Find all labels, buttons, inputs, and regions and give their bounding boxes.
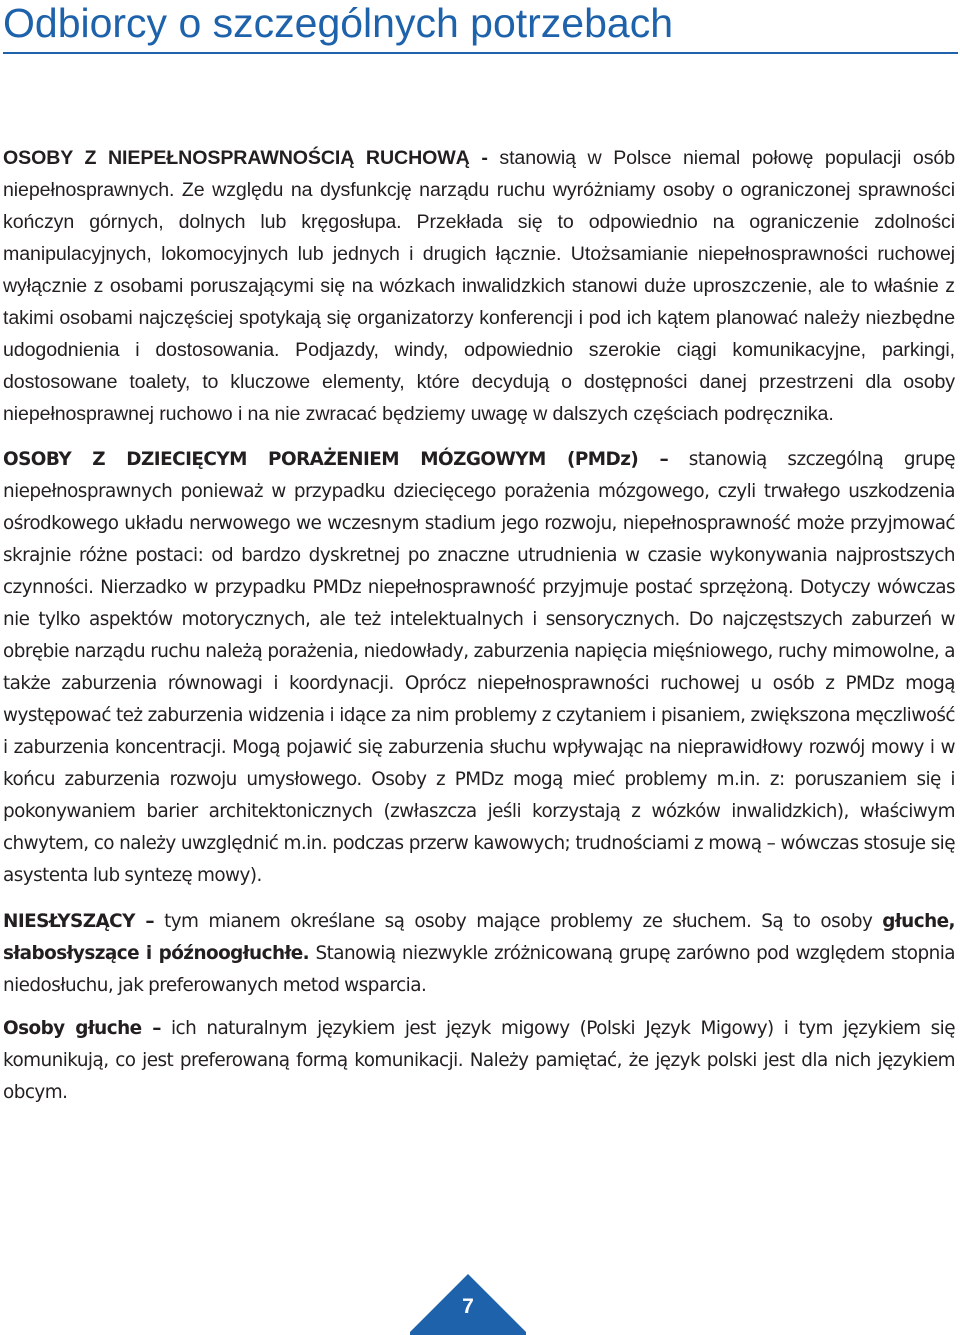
page-number: 7 [462, 1295, 474, 1318]
paragraph-text: tym mianem określane są osoby mające problemy ze słuchem. Są to osoby [154, 911, 883, 932]
paragraph-emphasis: głuche, słabosłyszące i późnoogłuchłe. [3, 911, 955, 964]
title-underline [3, 52, 958, 54]
paragraph-lead: OSOBY Z NIEPEŁNOSPRAWNOŚCIĄ RUCHOWĄ - [3, 147, 488, 169]
paragraph-lead: OSOBY Z DZIECIĘCYM PORAŻENIEM MÓZGOWYM (PMDz) – [3, 449, 669, 470]
paragraph-deaf [3, 1013, 955, 1109]
paragraph-lead: Osoby głuche – [3, 1018, 161, 1039]
paragraph-hearing-impaired [3, 906, 955, 1002]
paragraph-text: Stanowią niezwykle zróżnicowaną grupę zarówno pod względem stopnia niedosłuchu, jak preferowanych metod wsparcia. [3, 943, 955, 996]
paragraph-lead: NIESŁYSZĄCY – [3, 911, 155, 932]
paragraph-text: stanowią szczególną grupę niepełnosprawnych ponieważ w przypadku dziecięcego porażenia mózgowego, czyli trwałego uszkodzenia ośrodkowego układu nerwowego we wczesnym stadium jego rozwoju, niepełnosprawność może przyjmować skrajnie różne postaci: od bardzo dyskretnej po znaczne utrudnienia w czasie wykonywania najprostszych czynności. Nierzadko w przypadku PMDz niepełnosprawność przyjmuje postać sprzężoną. Dotyczy wówczas nie tylko aspektów motorycznych, ale też intelektualnych i sensorycznych. Do najczęstszych zaburzeń w obrębie narządu ruchu należą porażenia, niedowłady, zaburzenia napięcia mięśniowego, ruchy mimowolne, a także zaburzenia równowagi i koordynacji. Oprócz niepełnosprawności ruchowej u osób z PMDz mogą występować też zaburzenia widzenia i idące za nim problemy z czytaniem i pisaniem, zwiększona męczliwość i zaburzenia koncentracji. Mogą pojawić się zaburzenia słuchu wpływając na nieprawidłowy rozwój mowy i w końcu zaburzenia rozwoju umysłowego. Osoby z PMDz mogą mieć problemy m.in. z: poruszaniem się i pokonywaniem barier architektonicznych (zwłaszcza jeśli korzystają z wózków inwalidzkich), właściwym chwytem, co należy uwzględnić m.in. podczas przerw kawowych; trudnościami z mową – wówczas stosuje się asystenta lub syntezę mowy). [3, 449, 955, 886]
page-title: Odbiorcy o szczególnych potrzebach [3, 0, 674, 46]
paragraph-mobility-disability [3, 142, 955, 430]
paragraph-text: stanowią w Polsce niemal połowę populacji osób niepełnosprawnych. Ze względu na dysfunkcję narządu ruchu wyróżniamy osoby o ograniczonej sprawności kończyn górnych, dolnych lub kręgosłupa. Przekłada się to odpowiednio na ograniczenie zdolności manipulacyjnych, lokomocyjnych lub jednych i drugich łącznie. Utożsamianie niepełnosprawności ruchowej wyłącznie z osobami poruszającymi się na wózkach inwalidzkich stanowi duże uproszczenie, ale to właśnie z takimi osobami najczęściej spotykają się organizatorzy konferencji i pod ich kątem planować należy niezbędne udogodnienia i dostosowania. Podjazdy, windy, odpowiednio szerokie ciągi komunikacyjne, parkingi, dostosowane toalety, to kluczowe elementy, które decydują o dostępności danej przestrzeni dla osoby niepełnosprawnej ruchowo i na nie zwracać będziemy uwagę w dalszych częściach podręcznika. [3, 147, 955, 425]
paragraph-text: ich naturalnym językiem jest język migowy (Polski Język Migowy) i tym językiem się komunikują, co jest preferowaną formą komunikacji. Należy pamiętać, że język polski jest dla nich językiem obcym. [3, 1018, 956, 1103]
article-body [3, 142, 955, 1109]
paragraph-cerebral-palsy [3, 444, 955, 892]
